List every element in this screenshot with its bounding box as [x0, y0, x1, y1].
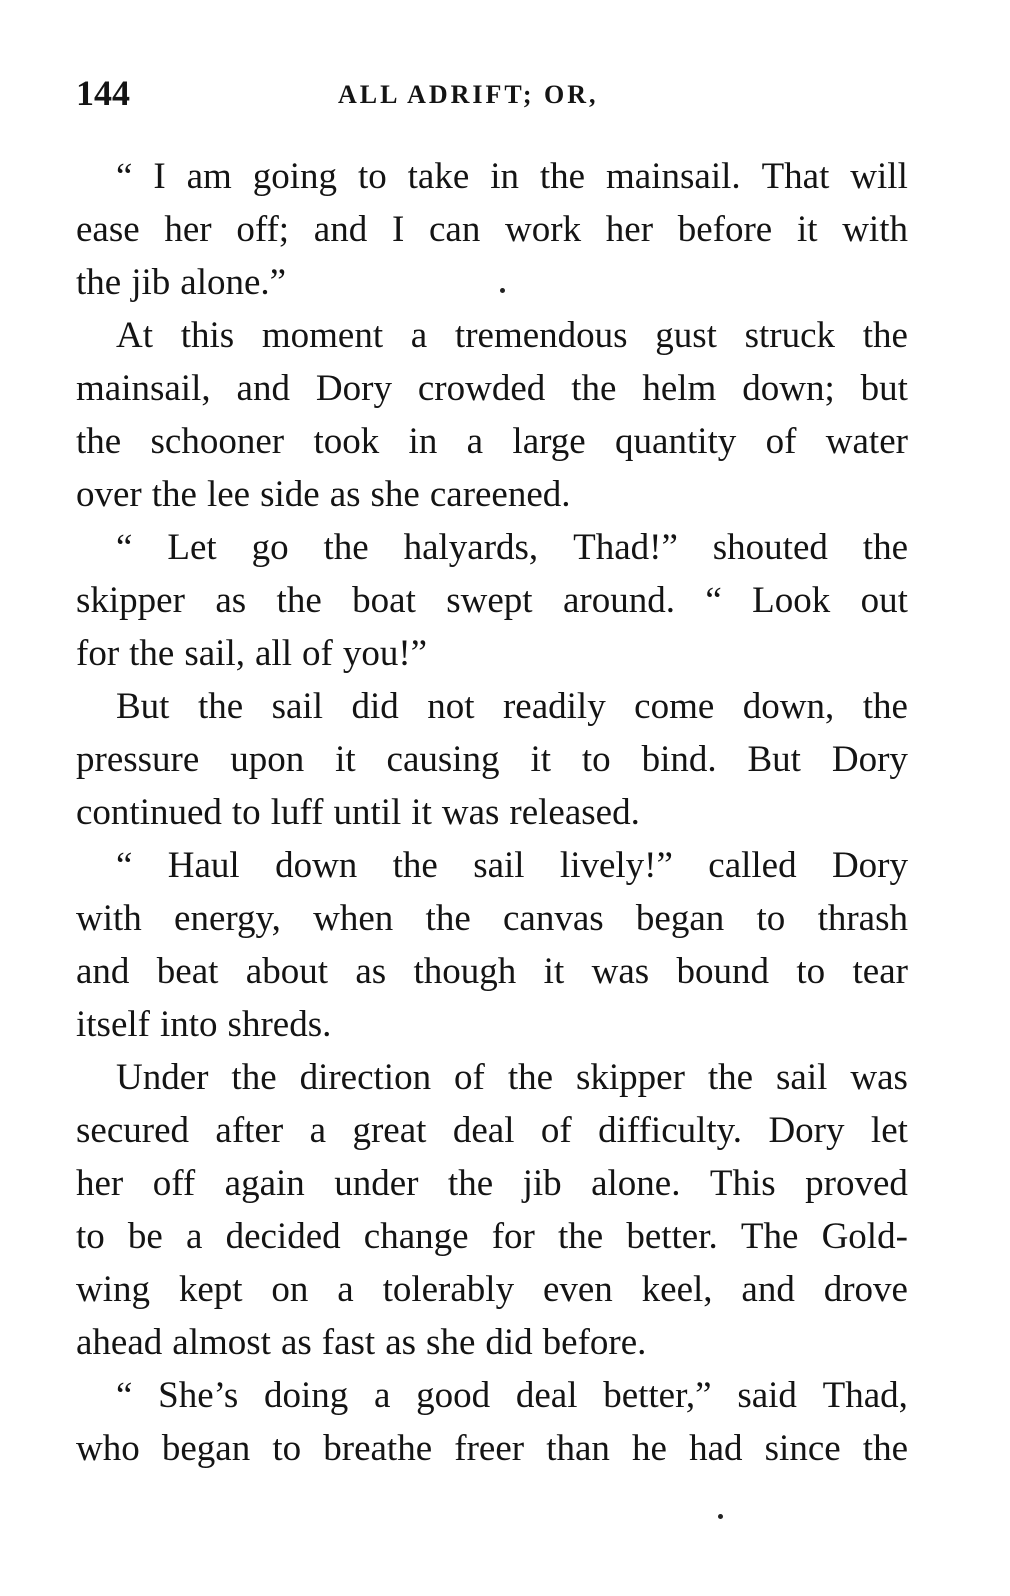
text-line: continued to luff until it was released.	[76, 792, 640, 833]
text-line: the schooner took in a large quantity of water	[76, 421, 908, 462]
text-line: itself into shreds.	[76, 1004, 332, 1045]
text-line: the jib alone.”	[76, 262, 287, 303]
text-line: and beat about as though it was bound to tear	[76, 951, 908, 992]
body-text	[76, 150, 908, 1475]
text-line: for the sail, all of you!”	[76, 633, 428, 674]
text-line: pressure upon it causing it to bind. But Dory	[76, 739, 908, 780]
text-line: But the sail did not readily come down, the	[116, 686, 908, 727]
text-line: ahead almost as fast as she did before.	[76, 1322, 647, 1363]
print-speck	[500, 288, 505, 293]
print-speck	[718, 1514, 723, 1519]
text-line: “ Haul down the sail lively!” called Dory	[116, 845, 908, 886]
text-line: skipper as the boat swept around. “ Look out	[76, 580, 908, 621]
text-line: “ She’s doing a good deal better,” said Thad,	[116, 1375, 908, 1416]
text-line: with energy, when the canvas began to thrash	[76, 898, 908, 939]
page-header	[76, 62, 908, 122]
text-line: her off again under the jib alone. This proved	[76, 1163, 908, 1204]
text-line: secured after a great deal of difficulty. Dory let	[76, 1110, 908, 1151]
text-line: over the lee side as she careened.	[76, 474, 571, 515]
running-title: ALL ADRIFT; OR,	[338, 80, 599, 109]
text-line: “ Let go the halyards, Thad!” shouted the	[116, 527, 908, 568]
text-line: wing kept on a tolerably even keel, and drove	[76, 1269, 908, 1310]
text-line: At this moment a tremendous gust struck the	[116, 315, 908, 356]
text-line: ease her off; and I can work her before it with	[76, 209, 908, 250]
text-line: Under the direction of the skipper the sail was	[116, 1057, 908, 1098]
text-line: to be a decided change for the better. The Gold-	[76, 1216, 908, 1257]
page-number: 144	[76, 73, 130, 113]
text-line: “ I am going to take in the mainsail. That will	[116, 156, 908, 197]
text-line: mainsail, and Dory crowded the helm down; but	[76, 368, 908, 409]
text-line: who began to breathe freer than he had since the	[76, 1428, 908, 1469]
